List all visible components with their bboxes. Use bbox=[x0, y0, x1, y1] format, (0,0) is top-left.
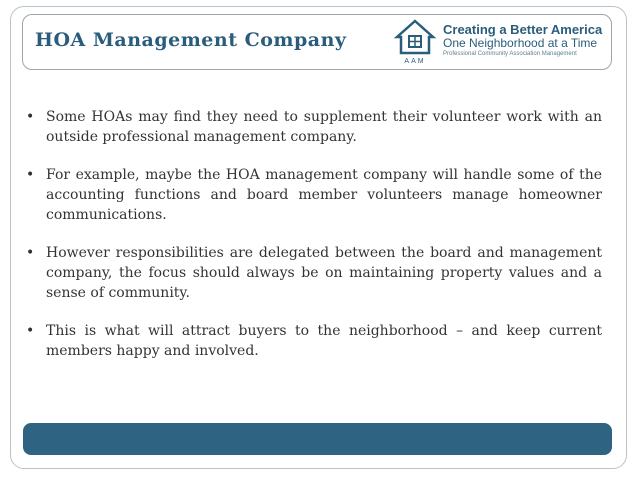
tagline-line-2: One Neighborhood at a Time bbox=[443, 36, 598, 50]
bullet-text: This is what will attract buyers to the neighborhood – and keep current members happy and involved. bbox=[46, 323, 602, 359]
header-box bbox=[22, 14, 612, 70]
bullet-icon: • bbox=[26, 167, 35, 183]
bullet-item bbox=[26, 107, 602, 147]
logo-text: AAM bbox=[404, 58, 426, 65]
aam-logo bbox=[393, 19, 437, 65]
bullet-icon: • bbox=[26, 323, 35, 339]
house-icon bbox=[393, 19, 437, 55]
bullet-icon: • bbox=[26, 245, 35, 261]
bullet-icon: • bbox=[26, 109, 35, 125]
bullet-text: However responsibilities are delegated between the board and management company, the focus should always be on maintaining property values and a sense of community. bbox=[46, 245, 602, 301]
bullet-item bbox=[26, 165, 602, 225]
tagline-line-3: Professional Community Association Management bbox=[443, 51, 577, 57]
bullet-item bbox=[26, 321, 602, 361]
footer-bar bbox=[23, 423, 612, 455]
bullet-list bbox=[26, 107, 602, 379]
tagline-line-1: Creating a Better America bbox=[443, 22, 603, 37]
page-title: HOA Management Company bbox=[35, 29, 347, 51]
bullet-item bbox=[26, 243, 602, 303]
bullet-text: For example, maybe the HOA management company will handle some of the accounting functions and board member volunteers manage homeowner communications. bbox=[46, 167, 602, 223]
bullet-text: Some HOAs may find they need to supplement their volunteer work with an outside professional management company. bbox=[46, 109, 602, 145]
tagline bbox=[443, 23, 602, 59]
